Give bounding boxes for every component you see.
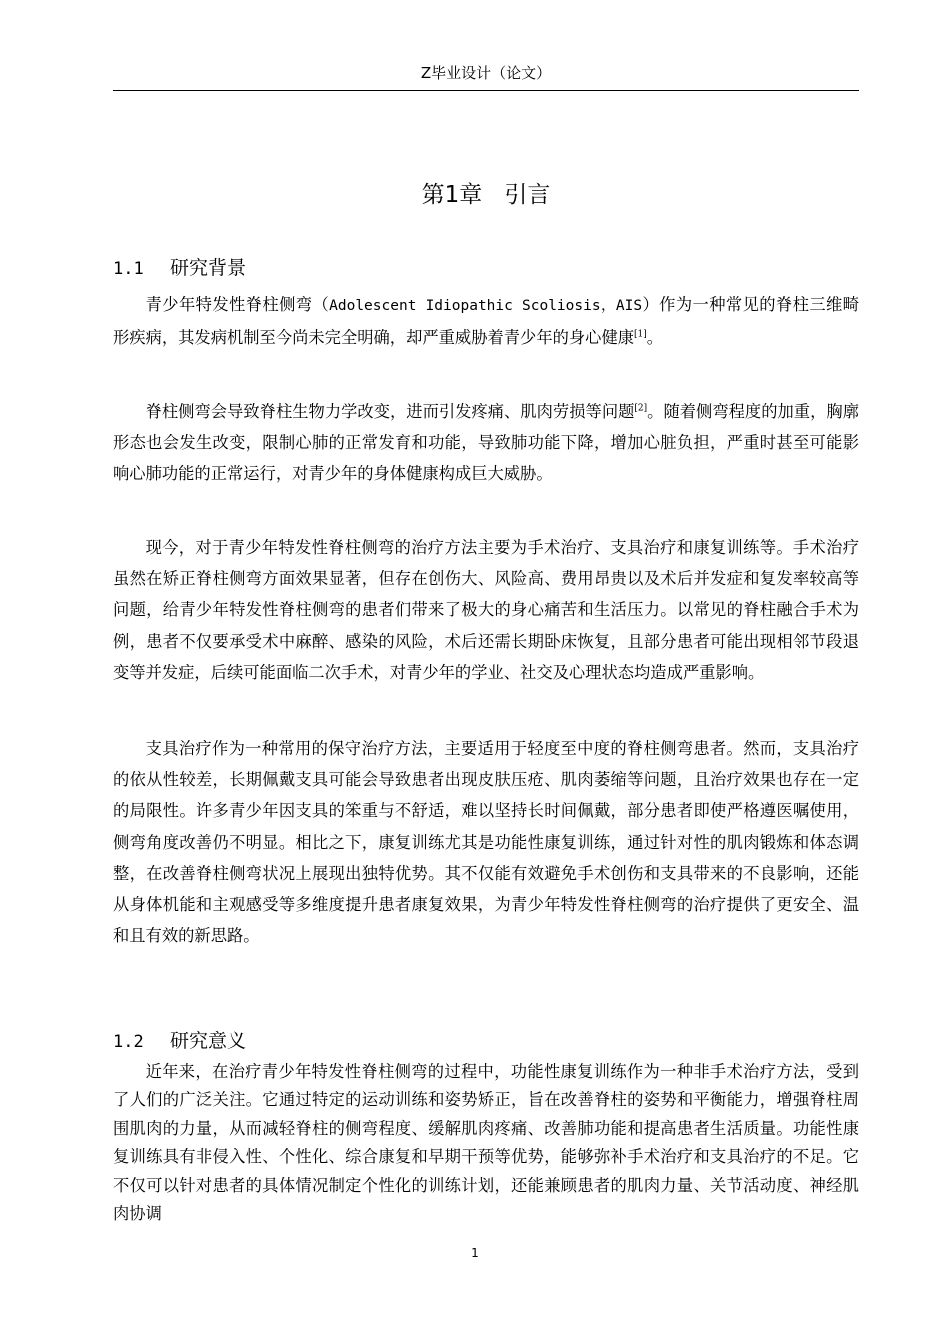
paragraph-2: 脊柱侧弯会导致脊柱生物力学改变，进而引发疼痛、肌肉劳损等问题[2]。随着侧弯程度的加重，胸廓形态也会发生改变，限制心肺的正常发育和功能，导致肺功能下降，增加心脏负担，严重时甚至可能影响心肺功能的正常运行，对青少年的身体健康构成巨大威胁。	[113, 402, 859, 484]
page-number: 1	[471, 1246, 479, 1260]
section-heading-1-2	[113, 1026, 246, 1053]
chapter-title	[113, 176, 859, 209]
header-rule	[113, 90, 859, 91]
paragraph-4: 支具治疗作为一种常用的保守治疗方法，主要适用于轻度至中度的脊柱侧弯患者。然而，支具治疗的依从性较差，长期佩戴支具可能会导致患者出现皮肤压疮、肌肉萎缩等问题，且治疗效果也存在一定的局限性。许多青少年因支具的笨重与不舒适，难以坚持长时间佩戴，部分患者即使严格遵医嘱使用，侧弯角度改善仍不明显。相比之下，康复训练尤其是功能性康复训练，通过针对性的肌肉锻炼和体态调整，在改善脊柱侧弯状况上展现出独特优势。其不仅能有效避免手术创伤和支具带来的不良影响，还能从身体机能和主观感受等多维度提升患者康复效果，为青少年特发性脊柱侧弯的治疗提供了更安全、温和且有效的新思路。	[113, 739, 859, 946]
chapter-number: 第1章	[421, 182, 483, 208]
chapter-name: 引言	[504, 182, 551, 208]
running-header: Z毕业设计（论文）	[420, 64, 552, 82]
section-title: 研究意义	[170, 1030, 247, 1052]
citation-1: [1]	[634, 329, 647, 340]
citation-2: [2]	[634, 403, 648, 414]
paragraph-1: 青少年特发性脊柱侧弯（Adolescent Idiopathic Scoliosis，AIS）作为一种常见的脊柱三维畸形疾病，其发病机制至今尚未完全明确，却严重威胁着青少年的身心健康[1]。	[113, 295, 859, 348]
paragraph-5: 近年来，在治疗青少年特发性脊柱侧弯的过程中，功能性康复训练作为一种非手术治疗方法，受到了人们的广泛关注。它通过特定的运动训练和姿势矫正，旨在改善脊柱的姿势和平衡能力，增强脊柱周围肌肉的力量，从而减轻脊柱的侧弯程度、缓解肌肉疼痛、改善肺功能和提高患者生活质量。功能性康复训练具有非侵入性、个性化、综合康复和早期干预等优势，能够弥补手术治疗和支具治疗的不足。它不仅可以针对患者的具体情况制定个性化的训练计划，还能兼顾患者的肌肉力量、关节活动度、神经肌肉协调	[113, 1062, 859, 1224]
latin-term: Adolescent Idiopathic Scoliosis，AIS	[329, 298, 643, 314]
section-heading-1-1	[113, 253, 246, 280]
section-number: 1.2	[113, 1032, 144, 1052]
paragraph-3: 现今，对于青少年特发性脊柱侧弯的治疗方法主要为手术治疗、支具治疗和康复训练等。手术治疗虽然在矫正脊柱侧弯方面效果显著，但存在创伤大、风险高、费用昂贵以及术后并发症和复发率较高等问题，给青少年特发性脊柱侧弯的患者们带来了极大的身心痛苦和生活压力。以常见的脊柱融合手术为例，患者不仅要承受术中麻醉、感染的风险，术后还需长期卧床恢复，且部分患者可能出现相邻节段退变等并发症，后续可能面临二次手术，对青少年的学业、社交及心理状态均造成严重影响。	[113, 538, 859, 682]
section-title: 研究背景	[170, 257, 247, 279]
section-number: 1.1	[113, 259, 144, 279]
